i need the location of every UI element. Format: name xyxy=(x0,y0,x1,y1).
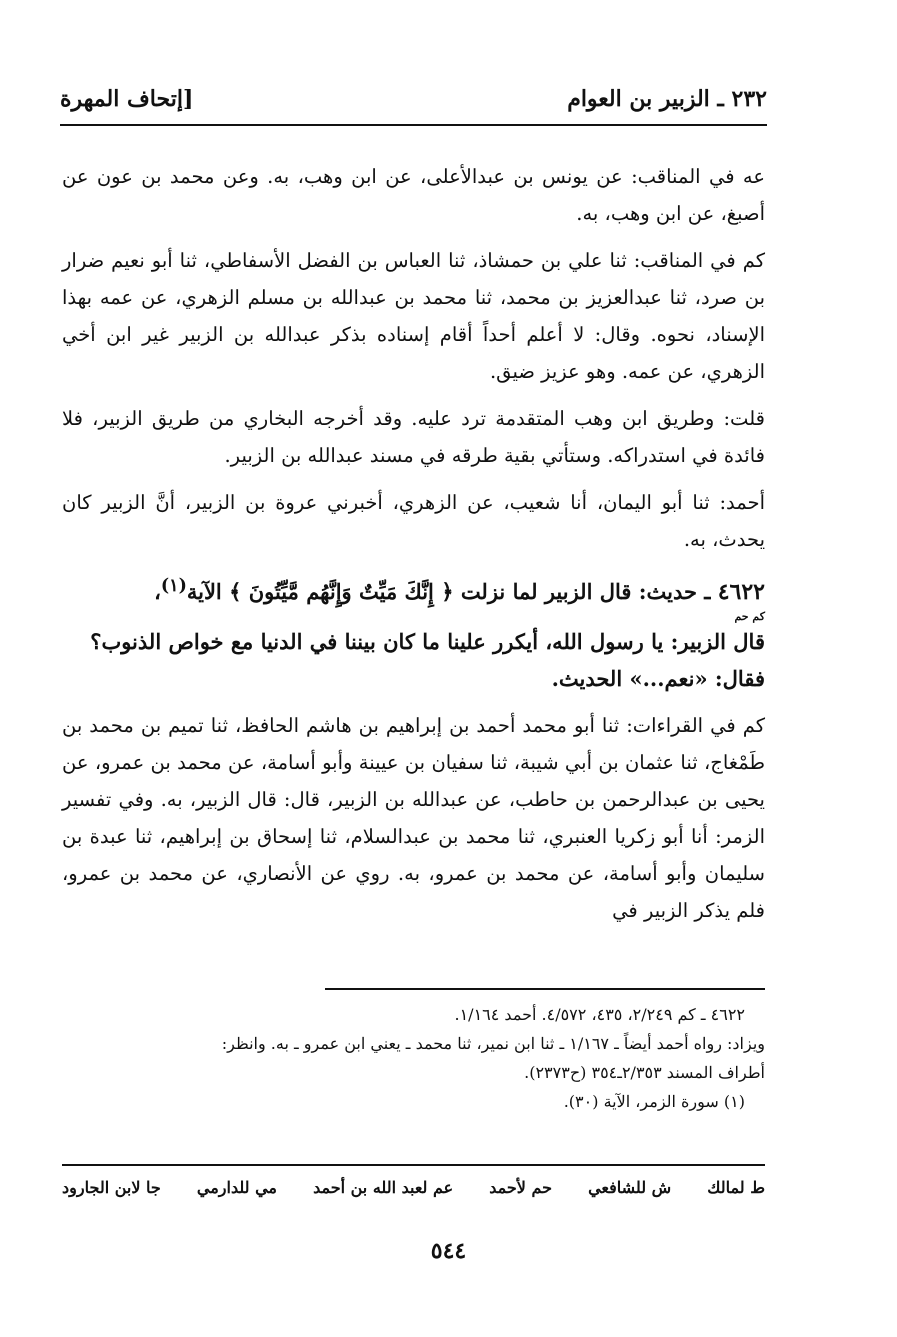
hadith-intro: قال الزبير لما نزلت xyxy=(460,579,632,604)
header-section-title: ٢٣٢ ـ الزبير بن العوام xyxy=(567,86,767,112)
paragraph-1: عه في المناقب: عن يونس بن عبدالأعلى، عن ابن وهب، به. وعن محمد بن عون عن أصبغ، عن ابن وهب، به. xyxy=(62,165,765,225)
siglum-item: حم لأحمد xyxy=(489,1178,553,1197)
footnote-marker: (١) xyxy=(160,576,187,596)
paragraph-2: كم في المناقب: ثنا علي بن حمشاذ، ثنا العباس بن الفضل الأسفاطي، ثنا أبو نعيم ضرار بن صرد، ثنا عبدالعزيز بن محمد، ثنا محمد بن عبدالله بن مسلم الزهري، عن عمه بهذا الإسناد، نحوه. وقال: لا أعلم أحداً أقام إسناده بذكر عبدالله بن الزبير غير ابن أخي الزهري، عن عمه. وهو عزيز ضيق. xyxy=(62,249,765,383)
hadith-number: ٤٦٢٢ xyxy=(717,579,765,605)
siglum-item: عم لعبد الله بن أحمد xyxy=(313,1178,454,1197)
footnote-line-1: ٤٦٢٢ ـ كم ٢/٢٤٩، ٤٣٥، ٤/٥٧٢. أحمد ١/١٦٤. xyxy=(454,1005,745,1024)
footnotes xyxy=(62,1000,765,1116)
running-header xyxy=(60,72,767,112)
header-book-title: [إتحاف المهرة xyxy=(60,86,194,112)
sigla-legend xyxy=(62,1178,765,1197)
hadith-response-line: فقال: «نعم...» الحديث. xyxy=(551,666,765,691)
footnote-line-2: ويزاد: رواه أحمد أيضاً ـ ١/١٦٧ ـ ثنا ابن نمير، ثنا محمد ـ يعني ابن عمرو ـ به. وانظر: xyxy=(221,1034,765,1053)
siglum-item: جا لابن الجارود xyxy=(62,1178,161,1197)
siglum-item: ط لمالك xyxy=(707,1178,765,1197)
hadith-entry xyxy=(62,568,765,697)
paragraph-4: أحمد: ثنا أبو اليمان، أنا شعيب، عن الزهري، أخبرني عروة بن الزبير، أنَّ الزبير كان يحدث، به. xyxy=(62,491,765,551)
sigla-divider xyxy=(62,1164,765,1166)
paragraph-3: قلت: وطريق ابن وهب المتقدمة ترد عليه. وقد أخرجه البخاري من طريق الزبير، فلا فائدة في استدراكه. وستأتي بقية طرقه في مسند عبدالله بن الزبير. xyxy=(62,407,765,467)
hadith-title-line xyxy=(62,568,765,611)
hadith-text-line: قال الزبير: يا رسول الله، أيكرر علينا ما كان بيننا في الدنيا مع خواص الذنوب؟ xyxy=(90,629,765,654)
hadith-label: ـ حديث: xyxy=(638,579,711,604)
header-divider xyxy=(60,124,767,126)
siglum-item: مي للدارمي xyxy=(196,1178,277,1197)
quran-verse: ﴿ إِنَّكَ مَيِّتٌ وَإِنَّهُم مَّيِّتُونَ ﴾ xyxy=(229,579,454,604)
paragraph-5: كم في القراءات: ثنا أبو محمد أحمد بن إبراهيم بن هاشم الحافظ، ثنا تميم بن محمد بن طَمْغاج، ثنا عثمان بن أبي شيبة، ثنا سفيان بن عيينة وأبو أسامة، عن محمد بن عمرو، عن يحيى بن عبدالرحمن بن حاطب، عن عبدالله بن الزبير، قال: قال الزبير، به. وفي تفسير الزمر: أنا أبو زكريا العنبري، ثنا محمد بن عبدالسلام، ثنا إسحاق بن إبراهيم، ثنا عبدة بن سليمان وأبو أسامة، عن محمد بن عمرو، به. روي عن الأنصاري، عن محمد بن عمرو، فلم يذكر الزبير في xyxy=(62,714,765,922)
hadith-after: الآية xyxy=(186,579,222,604)
siglum-item: ش للشافعي xyxy=(588,1178,672,1197)
footnote-divider xyxy=(325,988,765,990)
source-symbols: كم حم xyxy=(734,610,765,623)
footnote-line-4: (١) سورة الزمر، الآية (٣٠). xyxy=(563,1092,745,1111)
page-number: ٥٤٤ xyxy=(430,1238,467,1264)
hadith-comma: ، xyxy=(154,579,161,604)
main-text xyxy=(62,158,765,939)
footnote-line-3: أطراف المسند ٢/٣٥٣ـ٣٥٤ (ح٢٣٧٣). xyxy=(524,1063,765,1082)
